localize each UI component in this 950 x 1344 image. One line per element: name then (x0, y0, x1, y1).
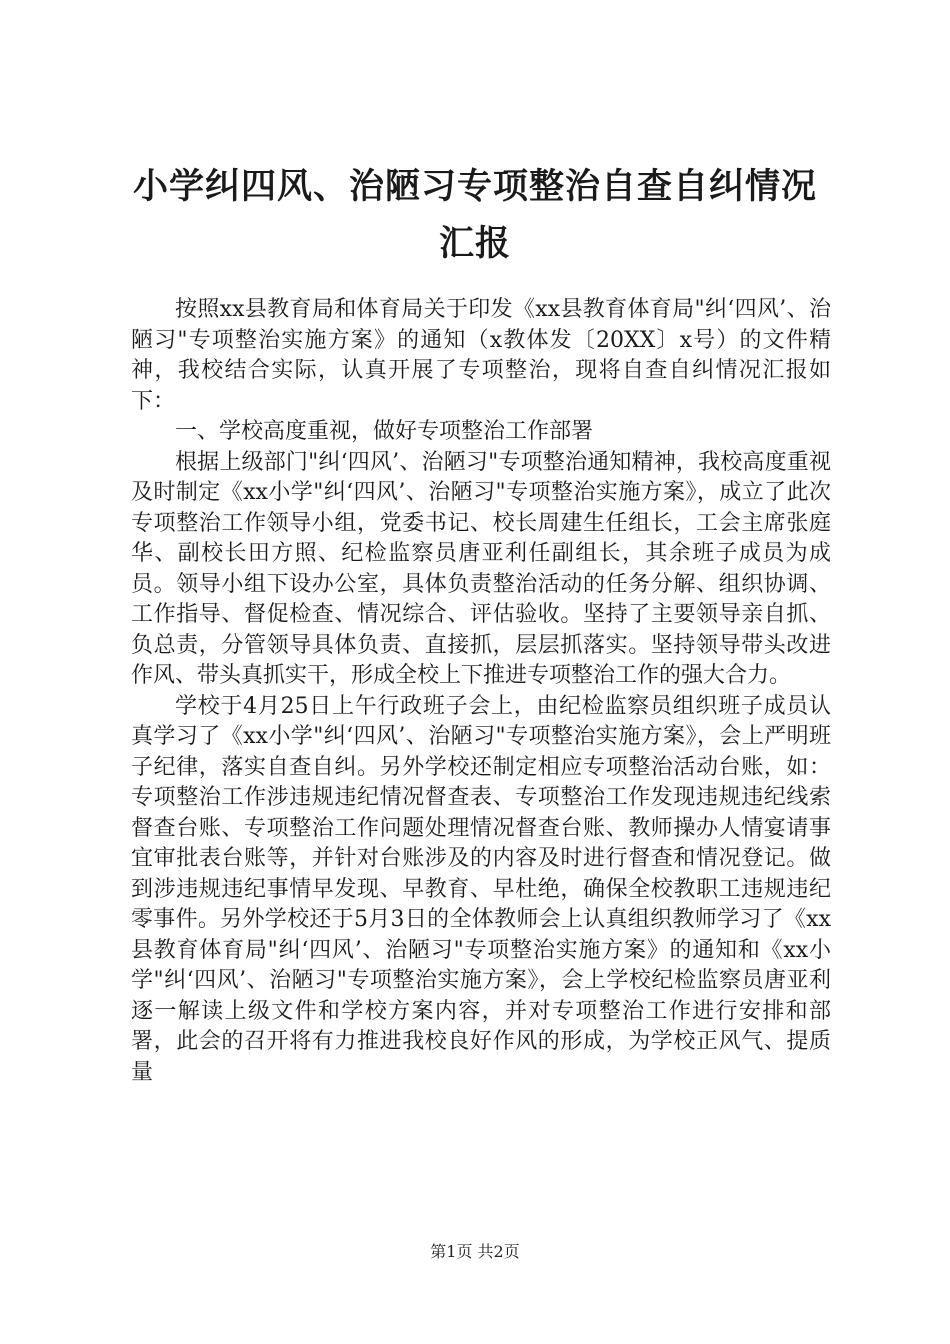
page-footer: 第1页 共2页 (430, 1242, 520, 1261)
section-heading-1: 一、学校高度重视，做好专项整治工作部署 (175, 419, 594, 444)
document-title: 小学纠四风、治陋习专项整治自查自纠情况汇报 (132, 166, 817, 264)
paragraph-intro: 按照xx县教育局和体育局关于印发《xx县教育体育局"纠‘四风’、治陋习"专项整治实施方案》的通知（x教体发〔20XX〕x号）的文件精神，我校结合实际，认真开展了专项整治，现将自查自纠情况汇报如下： (131, 297, 831, 414)
document-body (131, 295, 831, 1088)
paragraph-section-2: 学校于4月25日上午行政班子会上，由纪检监察员组织班子成员认真学习了《xx小学"纠‘四风’、治陋习"专项整治实施方案》，会上严明班子纪律，落实自查自纠。另外学校还制定相应专项整治活动台账，如：专项整治工作涉违规违纪情况督查表、专项整治工作发现违规违纪线索督查台账、专项整治工作问题处理情况督查台账、教师操办人情宴请事宜审批表台账等，并针对台账涉及的内容及时进行督查和情况登记。做到涉违规违纪事情早发现、早教育、早杜绝，确保全校教职工违规违纪零事件。另外学校还于5月3日的全体教师会上认真组织教师学习了《xx县教育体育局"纠‘四风’、治陋习"专项整治实施方案》的通知和《xx小学"纠‘四风’、治陋习"专项整治实施方案》，会上学校纪检监察员唐亚利逐一解读上级文件和学校方案内容，并对专项整治工作进行安排和部署，此会的召开将有力推进我校良好作风的形成，为学校正风气、提质量 (131, 693, 831, 1085)
paragraph-section-1: 根据上级部门"纠‘四风’、治陋习"专项整治通知精神，我校高度重视及时制定《xx小学"纠‘四风’、治陋习"专项整治实施方案》，成立了此次专项整治工作领导小组，党委书记、校长周建生任组长，工会主席张庭华、副校长田方照、纪检监察员唐亚利任副组长，其余班子成员为成员。领导小组下设办公室，具体负责整治活动的任务分解、组织协调、工作指导、督促检查、情况综合、评估验收。坚持了主要领导亲自抓、负总责，分管领导具体负责、直接抓，层层抓落实。坚持领导带头改进作风、带头真抓实干，形成全校上下推进专项整治工作的强大合力。 (131, 449, 831, 688)
